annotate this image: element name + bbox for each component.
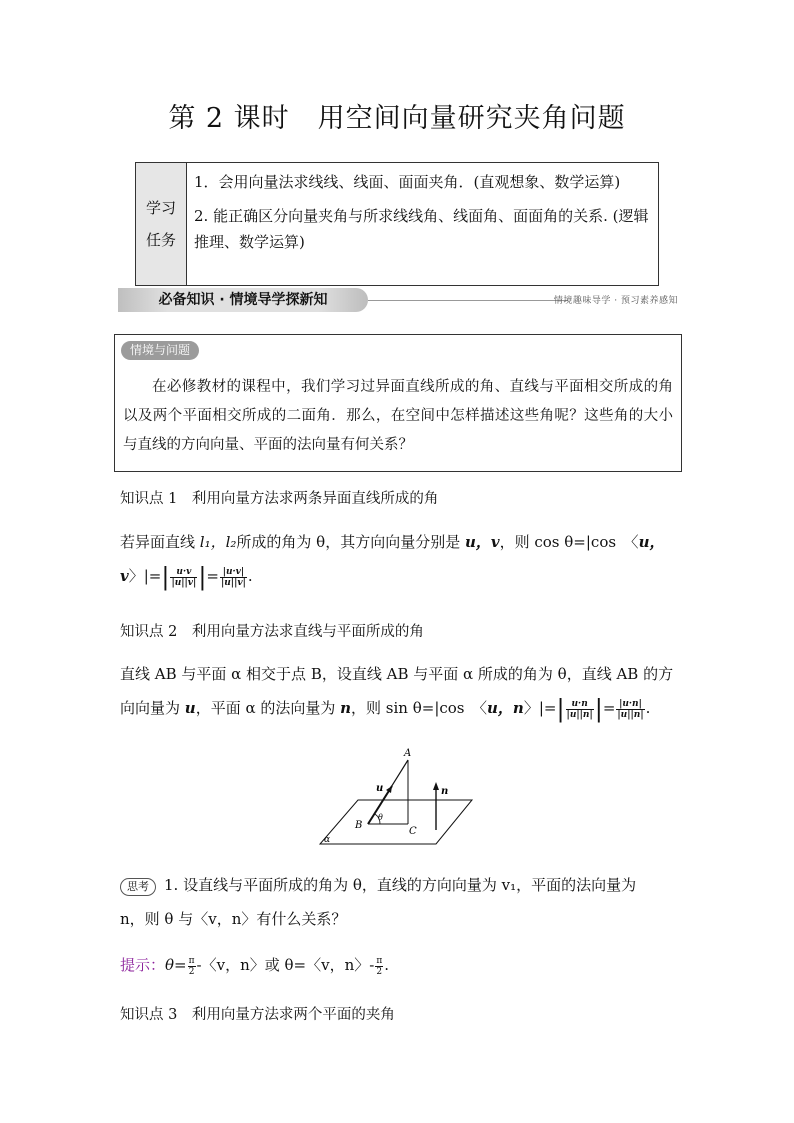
section-banner-subtitle: 情境趣味导学 · 预习素养感知 [553,296,678,306]
section-banner-title: 必备知识 · 情境导学探新知 [118,288,368,312]
label-a: A [404,748,412,759]
think-tag: 思考 [120,878,156,896]
knowledge-point-2-heading: 知识点 2 利用向量方法求直线与平面所成的角 [120,624,424,640]
task-item-2: 2. 能正确区分向量夹角与所求线线角、线面角、面面角的关系. (逻辑推理、数学运算) [194,207,649,251]
banner-divider [368,300,568,301]
learning-tasks-label [136,163,187,285]
hint-fraction-1: $\frac{\pi}{2}$ [188,955,195,977]
label-n: n [441,786,449,797]
think-line-2: n，则 θ 与〈v，n〉有什么关系？ [120,910,347,928]
kp1-fraction-1: $\frac{u\cdot v}{|u||v|}$ [171,566,197,588]
page-title: 第 2 课时 用空间向量研究夹角问题 [168,103,626,134]
learning-tasks-box [135,162,659,286]
tasks-label-line1: 学习 [145,199,176,217]
kp1-line-2: v〉|=| $\frac{u\cdot v}{|u||v|}$ |= $\frac{|u\cdot v|}{|u||v|}$ . [120,563,253,591]
learning-tasks-body [194,169,652,263]
kp2-line-2: 向向量为 u，平面 α 的法向量为 n，则 sin θ=|cos 〈u，n〉|=| $\frac{u\cdot n}{|u||n|}$ |= $\frac{|u\cdot n|}{|u||n|}$ . [120,695,651,723]
kp2-line-1: 直线 AB 与平面 α 相交于点 B，设直线 AB 与平面 α 所成的角为 θ，直线 AB 的方 [120,665,674,683]
hint-label: 提示： [120,956,166,974]
knowledge-point-1-text [120,525,680,593]
knowledge-point-2-text [120,657,680,725]
plane-alpha-shape [320,800,472,844]
vector-n-arrowhead [433,782,439,790]
hint-line: 提示：θ= $\frac{\pi}{2}$ -〈v，n〉或 θ=〈v，n〉- $\frac{\pi}{2}$ . [120,955,390,977]
tasks-label-line2: 任务 [145,231,176,249]
kp2-fraction-2: $\frac{|u\cdot n|}{|u||n|}$ [617,698,644,720]
scenario-tag: 情境与问题 [121,341,199,360]
think-line-1: 思考 1. 设直线与平面所成的角为 θ，直线的方向向量为 v₁，平面的法向量为 [120,868,680,902]
scenario-box [114,334,682,472]
kp1-fraction-2: $\frac{|u\cdot v|}{|u||v|}$ [220,566,246,588]
label-alpha: α [324,835,331,845]
knowledge-point-3-heading: 知识点 3 利用向量方法求两个平面的夹角 [120,1007,395,1023]
hint-fraction-2: $\frac{\pi}{2}$ [376,955,383,977]
think-section [120,868,680,936]
task-item-1: 1．会用向量法求线线、线面、面面夹角．(直观想象、数学运算) [194,173,621,191]
section-banner [118,288,678,314]
line-plane-angle-figure [310,742,485,852]
label-b: B [355,820,363,831]
label-u: u [376,783,384,794]
kp2-fraction-1: $\frac{u\cdot n}{|u||n|}$ [566,698,593,720]
knowledge-point-1-heading: 知识点 1 利用向量方法求两条异面直线所成的角 [120,491,439,507]
label-c: C [409,826,417,837]
scenario-text: 在必修教材的课程中，我们学习过异面直线所成的角、直线与平面相交所成的角以及两个平面相交所成的二面角．那么，在空间中怎样描述这些角呢？这些角的大小与直线的方向向量、平面的法向量有何关系？ [123,379,673,453]
label-theta: θ [378,813,383,822]
kp1-line-1: 若异面直线 l₁，l₂所成的角为 θ，其方向向量分别是 u，v，则 cos θ=|cos 〈u， [120,533,665,551]
